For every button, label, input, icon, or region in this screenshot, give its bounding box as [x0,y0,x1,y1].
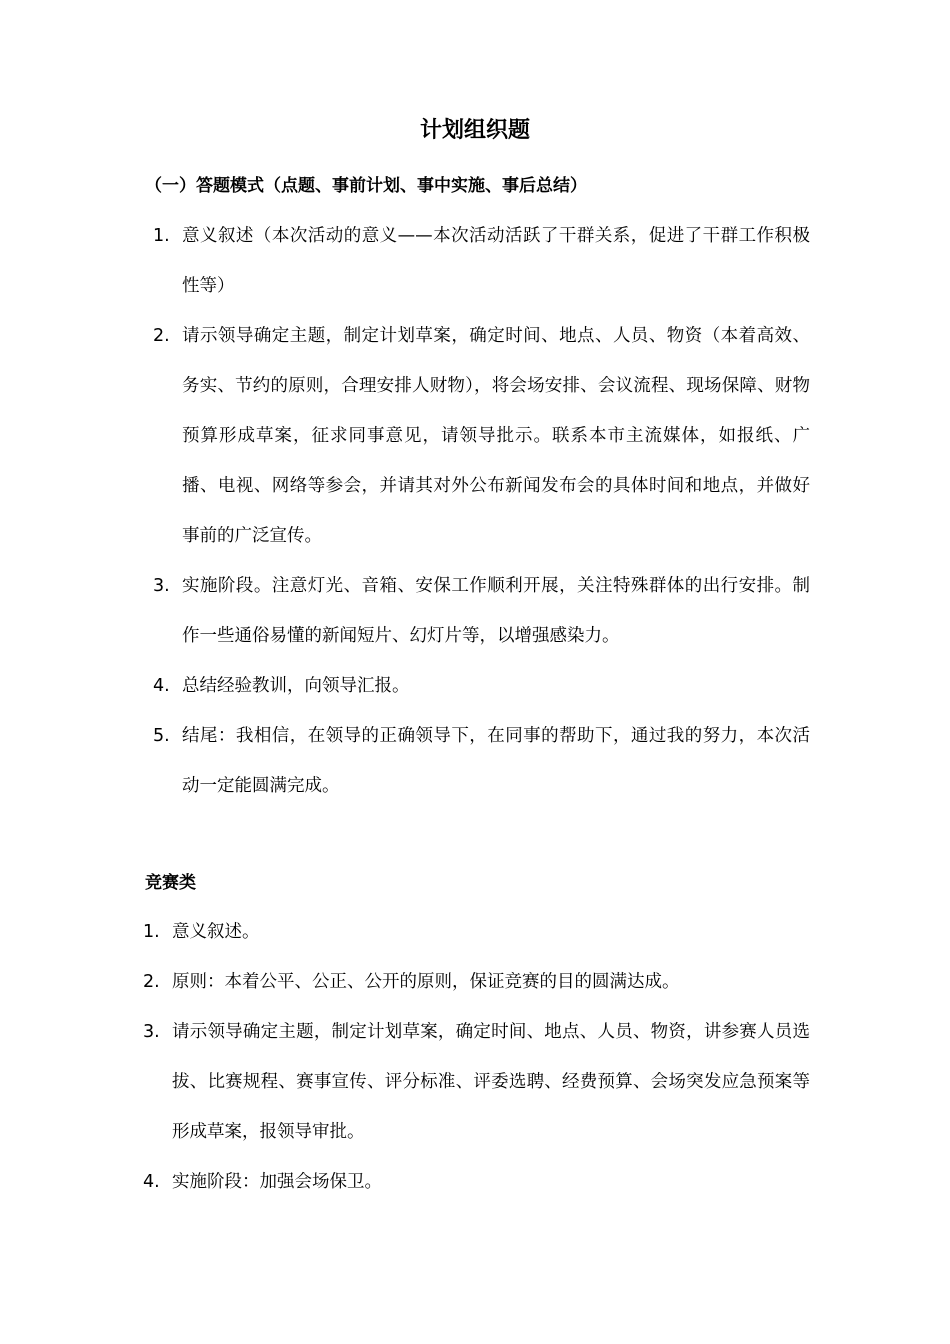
list-item-text: 实施阶段：加强会场保卫。 [172,1172,382,1192]
list-item-text: 结尾：我相信，在领导的正确领导下，在同事的帮助下，通过我的努力，本次活动一定能圆满完成。 [182,726,810,796]
list-item [153,211,810,311]
list-item [153,711,810,811]
section-heading-answer-model: （一）答题模式（点题、事前计划、事中实施、事后总结） [145,176,587,196]
list-item-number: 3. [153,576,170,596]
list-item-number: 3. [143,1022,160,1042]
list-item-text: 请示领导确定主题，制定计划草案，确定时间、地点、人员、物资，讲参赛人员选拔、比赛规程、赛事宣传、评分标准、评委选聘、经费预算、会场突发应急预案等形成草案，报领导审批。 [172,1022,810,1142]
list-item-number: 2. [153,326,170,346]
list-item-number: 5. [153,726,170,746]
list-item [153,661,810,711]
section-heading-competition: 竞赛类 [145,873,196,893]
document-title: 计划组织题 [419,118,530,143]
list-item-number: 4. [153,676,170,696]
list-item-text: 意义叙述（本次活动的意义——本次活动活跃了干群关系，促进了干群工作积极性等） [182,226,810,296]
list-item-number: 1. [143,922,160,942]
list-item [143,907,810,957]
list-item [143,957,810,1007]
competition-list [143,907,810,1207]
list-item-number: 2. [143,972,160,992]
list-item [153,561,810,661]
list-item-text: 实施阶段。注意灯光、音箱、安保工作顺利开展，关注特殊群体的出行安排。制作一些通俗易懂的新闻短片、幻灯片等，以增强感染力。 [182,576,810,646]
answer-model-list [153,211,810,811]
list-item-number: 1. [153,226,170,246]
list-item-text: 原则：本着公平、公正、公开的原则，保证竞赛的目的圆满达成。 [172,972,680,992]
list-item-text: 总结经验教训，向领导汇报。 [182,676,410,696]
list-item-number: 4. [143,1172,160,1192]
list-item-text: 意义叙述。 [172,922,260,942]
list-item [143,1157,810,1207]
list-item-text: 请示领导确定主题，制定计划草案，确定时间、地点、人员、物资（本着高效、务实、节约的原则，合理安排人财物），将会场安排、会议流程、现场保障、财物预算形成草案，征求同事意见，请领导批示。联系本市主流媒体，如报纸、广播、电视、网络等参会，并请其对外公布新闻发布会的具体时间和地点，并做好事前的广泛宣传。 [182,326,810,546]
list-item [143,1007,810,1157]
list-item [153,311,810,561]
